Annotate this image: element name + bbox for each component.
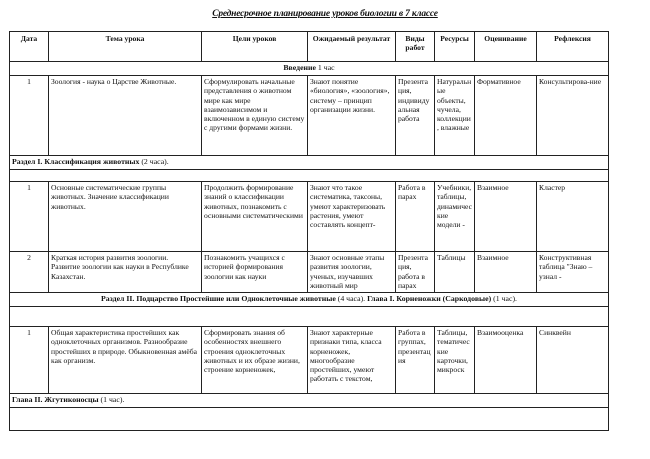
section-row [10, 156, 609, 170]
row-number: 1 [10, 76, 49, 156]
row-topic: Основные систематические группы животных. Значение классификации животных. [49, 182, 202, 252]
row-reflection: Синквейн [537, 327, 609, 394]
row-goals: Продолжить формирование знаний о классификации животных, познакомить с основными систематическими [202, 182, 308, 252]
section-1-label: Раздел I. Классификация животных (2 часа). [10, 156, 609, 170]
table-header-row [10, 32, 609, 62]
table-row [10, 76, 609, 156]
row-resources: Натуральные объекты, чучела, коллекции, влажные [435, 76, 475, 156]
intro-label: Введение 1 час [10, 62, 609, 76]
header-reflection: Рефлексия [537, 32, 609, 62]
row-work: Презентация, работа в парах [396, 252, 435, 293]
row-result: Знают характерные признаки типа, класса корненожек, многообразие простейших, умеют работать с текстом, [308, 327, 396, 394]
row-reflection: Конструктивная таблица "Знаю – узнал - [537, 252, 609, 293]
table-row [10, 182, 609, 252]
row-work: Презентация, индивидуальная работа [396, 76, 435, 156]
header-goals: Цели уроков [202, 32, 308, 62]
header-assessment: Оценивание [475, 32, 537, 62]
spacer-row [10, 408, 609, 431]
row-topic: Зоология - наука о Царстве Животные. [49, 76, 202, 156]
section-row [10, 293, 609, 307]
row-assessment: Взаимооценка [475, 327, 537, 394]
row-assessment: Взаимное [475, 182, 537, 252]
row-number: 1 [10, 182, 49, 252]
row-topic: Общая характеристика простейших как одноклеточных организмов. Разнообразие простейших в природе. Обыкновенная амёба как организм. [49, 327, 202, 394]
row-assessment: Формативное [475, 76, 537, 156]
section-2-label: Раздел II. Подцарство Простейшие или Одноклеточные животные (4 часа). Глава I. Корненожки (Саркодовые) (1 час). [10, 293, 609, 307]
row-work: Работа в группах, презентация [396, 327, 435, 394]
spacer-row [10, 307, 609, 327]
row-reflection: Консультирова-ние [537, 76, 609, 156]
section-row [10, 394, 609, 408]
spacer-row [10, 170, 609, 182]
row-goals: Сформировать знания об особенностях внешнего строения одноклеточных животных и их образе жизни, строение корненожек, [202, 327, 308, 394]
row-goals: Сформулировать начальные представления о животном мире как мире взаимозависимом и включенном в единую систему с другими формами жизни. [202, 76, 308, 156]
row-result: Знают понятие «биология», «зоология», систему – принцип организации жизни. [308, 76, 396, 156]
row-work: Работа в парах [396, 182, 435, 252]
row-assessment: Взаимное [475, 252, 537, 293]
row-topic: Краткая история развития зоологии. Развитие зоологии как науки в Республике Казахстан. [49, 252, 202, 293]
header-date: Дата [10, 32, 49, 62]
row-number: 2 [10, 252, 49, 293]
row-result: Знают основные этапы развития зоологии, ученых, изучавших животный мир [308, 252, 396, 293]
table-row [10, 327, 609, 394]
row-goals: Познакомить учащихся с историей формирования зоологии как науки [202, 252, 308, 293]
header-result: Ожидаемый результат [308, 32, 396, 62]
header-topic: Тема урока [49, 32, 202, 62]
header-resources: Ресурсы [435, 32, 475, 62]
row-resources: Таблицы [435, 252, 475, 293]
row-resources: Учебники, таблицы, динамические модели - [435, 182, 475, 252]
intro-row [10, 62, 609, 76]
lesson-plan-table [9, 31, 609, 431]
table-row [10, 252, 609, 293]
row-result: Знают что такое систематика, таксоны, умеют характеризовать растения, умеют составлять концепт- [308, 182, 396, 252]
row-resources: Таблицы, тематические карточки, микроск [435, 327, 475, 394]
header-work: Виды работ [396, 32, 435, 62]
row-reflection: Кластер [537, 182, 609, 252]
section-3-label: Глава II. Жгутиконосцы (1 час). [10, 394, 609, 408]
document-title: Среднесрочное планирование уроков биологии в 7 классе [212, 9, 438, 19]
row-number: 1 [10, 327, 49, 394]
